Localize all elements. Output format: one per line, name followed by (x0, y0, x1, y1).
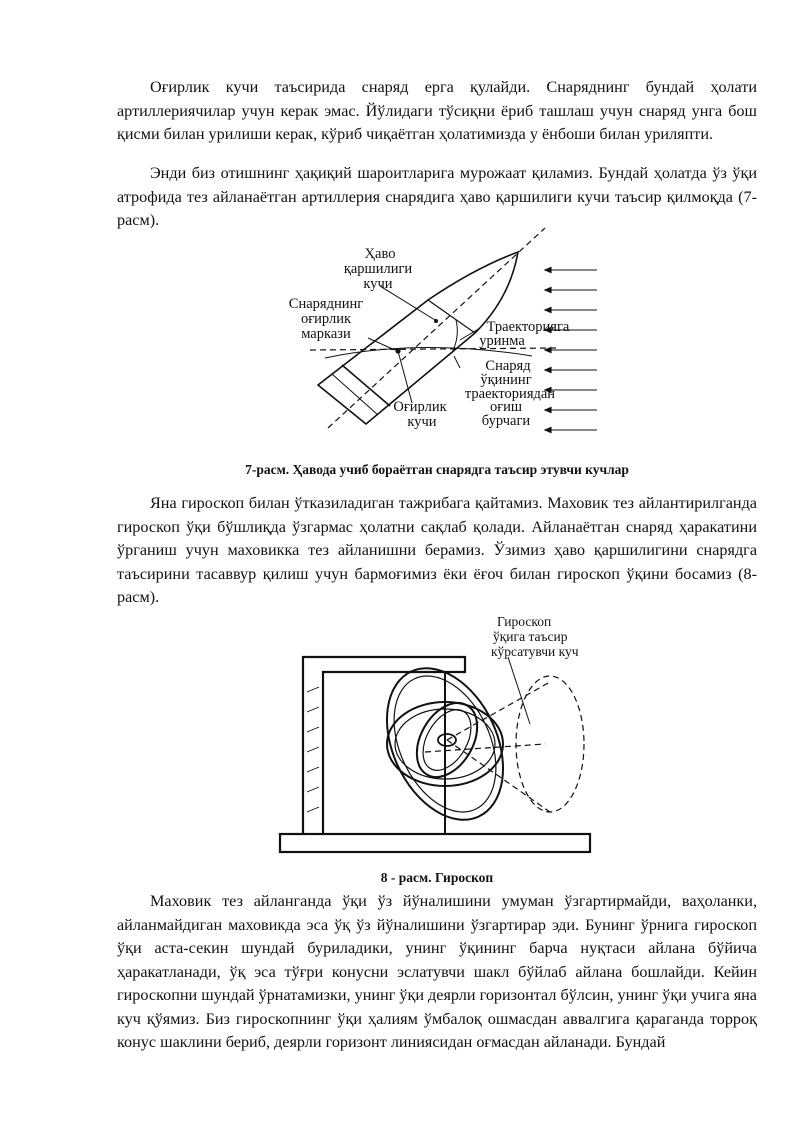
paragraph-4: Маховик тез айланганда ўқи ўз йўналишини умуман ўзгартирмайди, ваҳоланки, айланмайдиган маховикда эса ўқ ўз йўналишини ўзгартирар эди. Бунинг ўрнига гироскоп ўқи аста-секин шундай буриладики, унинг ўқининг барча нуқтаси айлана бўйича ҳаракатланади, ўқ эса тўғри конусни эслатувчи шакл бўйлаб айлана бошлайди. Кейин гироскопни шундай ўрнатамизки, унинг ўқи деярли горизонтал бўлсин, унинг ўқи учига яна куч қўямиз. Биз гироскопнинг ўқи ҳалиям ўмбалоқ ошмасдан аввалгига қараганда торроқ конус шаклини бериб, деярли горизонт линиясидан оғмасдан айланади. Бундай (117, 892, 757, 1051)
label-gravity-1: Оғирлик (393, 399, 447, 415)
label-deviation-2: ўқининг (480, 372, 532, 388)
figure-8-caption: 8 - расм. Гироскоп (380, 870, 494, 885)
paragraph-1: Оғирлик кучи таъсирида снаряд ерга қулайди. Снаряднинг бундай ҳолати артиллериячилар учун керак эмас. Йўлидаги тўсиқни ёриб ташлаш учун снаряд унга бош қисми билан урилиши керак, кўриб чиқаётган ҳолатимизда у ёнбоши билан уриляпти. (117, 78, 757, 143)
label-air-resistance-1: Ҳаво (364, 246, 396, 262)
label-air-resistance-3: кучи (363, 276, 393, 292)
label-air-resistance-2: қаршилиги (343, 261, 413, 277)
label-center-of-gravity-3: маркази (301, 326, 351, 342)
label-deviation-1: Снаряд (485, 358, 531, 374)
label-gyro-force-1: Гироскоп (497, 614, 552, 629)
label-tangent-2: уринма (479, 333, 525, 349)
label-gravity-2: кучи (407, 414, 437, 430)
figure-7-caption: 7-расм. Ҳавода учиб бораётган снарядга таъсир этувчи кучлар (245, 462, 629, 477)
label-deviation-3: траекториядан (464, 386, 556, 402)
label-center-of-gravity-1: Снаряднинг (288, 296, 364, 312)
label-gyro-force-2: ўқига таъсир (493, 629, 568, 644)
figure-7-projectile-diagram (270, 228, 610, 453)
label-gyro-force-3: кўрсатувчи куч (491, 644, 579, 659)
paragraph-3: Яна гироскоп билан ўтказиладиган тажрибага қайтамиз. Маховик тез айлантирилганда гироскоп ўқи бўшлиқда ўзгармас ҳолатни сақлаб қолади. Айланаётган снаряд ҳаракатини ўрганиш учун маховикка тез айланишни берамиз. Ўзимиз ҳаво қаршилигини снарядга таъсирини тасаввур қилиш учун бармоғимиз ёки ёғоч билан гироскоп ўқини босамиз (8-расм). (117, 494, 757, 606)
label-tangent-1: Траекторияга (486, 319, 570, 335)
figure-8-gyroscope-diagram (275, 612, 605, 857)
label-deviation-4: оғиш (489, 399, 523, 415)
label-center-of-gravity-2: оғирлик (300, 311, 352, 327)
paragraph-2: Энди биз отишнинг ҳақиқий шароитларига мурожаат қиламиз. Бундай ҳолатда ўз ўқи атрофида тез айланаётган артиллерия снарядига ҳаво қаршилиги кучи таъсир қилмоқда (7-расм). (117, 164, 757, 229)
label-deviation-5: бурчаги (481, 413, 531, 429)
